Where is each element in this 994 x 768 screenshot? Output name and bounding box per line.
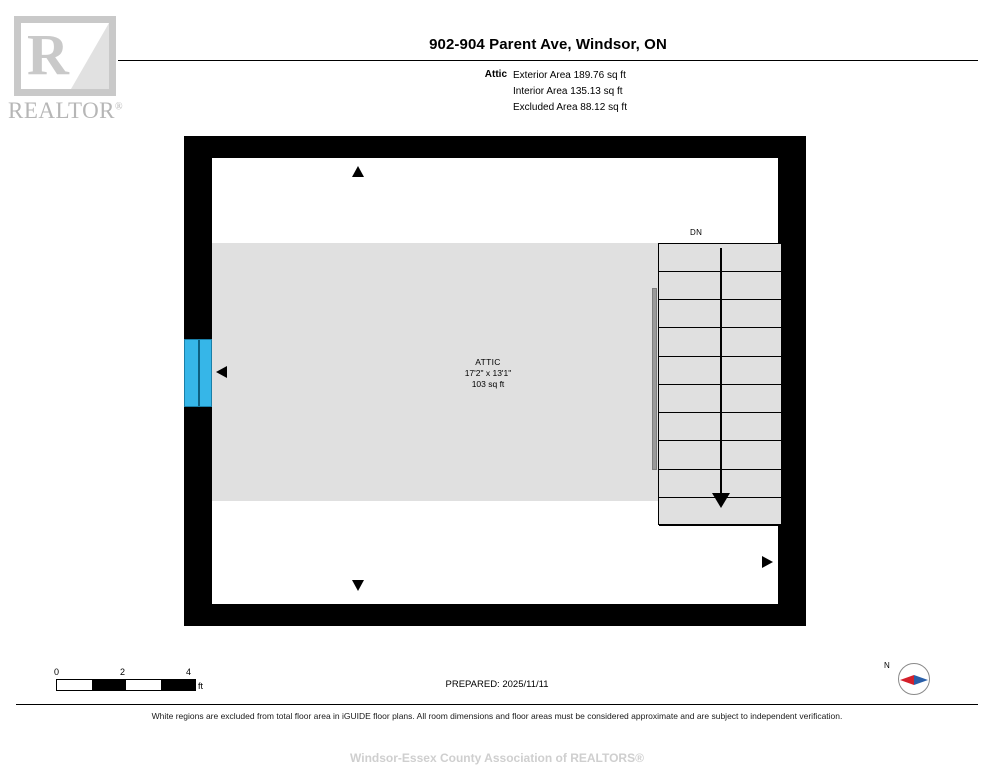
stair-direction-arrow-icon	[712, 493, 730, 508]
scale-tick-4: 4	[186, 667, 192, 677]
realtor-logo	[8, 14, 128, 126]
area-line-exterior: Exterior Area 189.76 sq ft	[513, 70, 626, 81]
room-area: 103 sq ft	[471, 379, 505, 389]
area-summary-lines	[513, 68, 627, 116]
scale-unit-label: ft	[198, 681, 204, 691]
realtor-logo-letter: R	[27, 22, 69, 87]
area-summary	[118, 68, 978, 116]
realtor-wordmark	[8, 98, 123, 124]
association-watermark: Windsor-Essex County Association of REALTORS®	[350, 751, 644, 765]
footer-divider	[16, 704, 978, 705]
area-summary-label: Attic	[484, 69, 508, 80]
room-dimensions: 17'2" x 13'1"	[464, 368, 512, 378]
room-label-attic	[398, 357, 578, 390]
prepared-date: PREPARED: 2025/11/11	[445, 679, 549, 690]
stair-direction-line	[720, 248, 722, 500]
stair-down-label: DN	[690, 228, 703, 237]
compass-rose	[884, 655, 936, 703]
area-line-excluded: Excluded Area 88.12 sq ft	[513, 102, 627, 113]
realtor-wordmark-text: REALTOR	[8, 98, 116, 123]
realtor-logo-mark	[14, 16, 116, 96]
compass-north-label: N	[884, 661, 890, 670]
window	[184, 339, 212, 407]
compass-needle-blue-icon	[914, 675, 928, 685]
compass-needle-red-icon	[900, 675, 914, 685]
room-name: ATTIC	[475, 357, 501, 367]
view-arrow-east-icon	[762, 556, 773, 568]
stair-railing	[652, 288, 657, 470]
view-arrow-north-icon	[352, 166, 364, 177]
window-mullion	[198, 340, 200, 406]
view-arrow-south-icon	[352, 580, 364, 591]
realtor-registered-mark: ®	[115, 101, 124, 113]
plan-header	[0, 0, 994, 125]
disclaimer-text: White regions are excluded from total floor area in iGUIDE floor plans. All room dimensions and floor areas must be considered approximate and are subject to independent verification.	[151, 711, 843, 721]
area-line-interior: Interior Area 135.13 sq ft	[513, 86, 623, 97]
scale-tick-2: 2	[120, 667, 126, 677]
scale-tick-0: 0	[54, 667, 60, 677]
page-title: 902-904 Parent Ave, Windsor, ON	[429, 36, 667, 53]
view-arrow-west-icon	[216, 366, 227, 378]
area-summary-inner	[469, 68, 627, 116]
floor-plan-drawing	[184, 136, 806, 626]
title-divider	[118, 60, 978, 61]
